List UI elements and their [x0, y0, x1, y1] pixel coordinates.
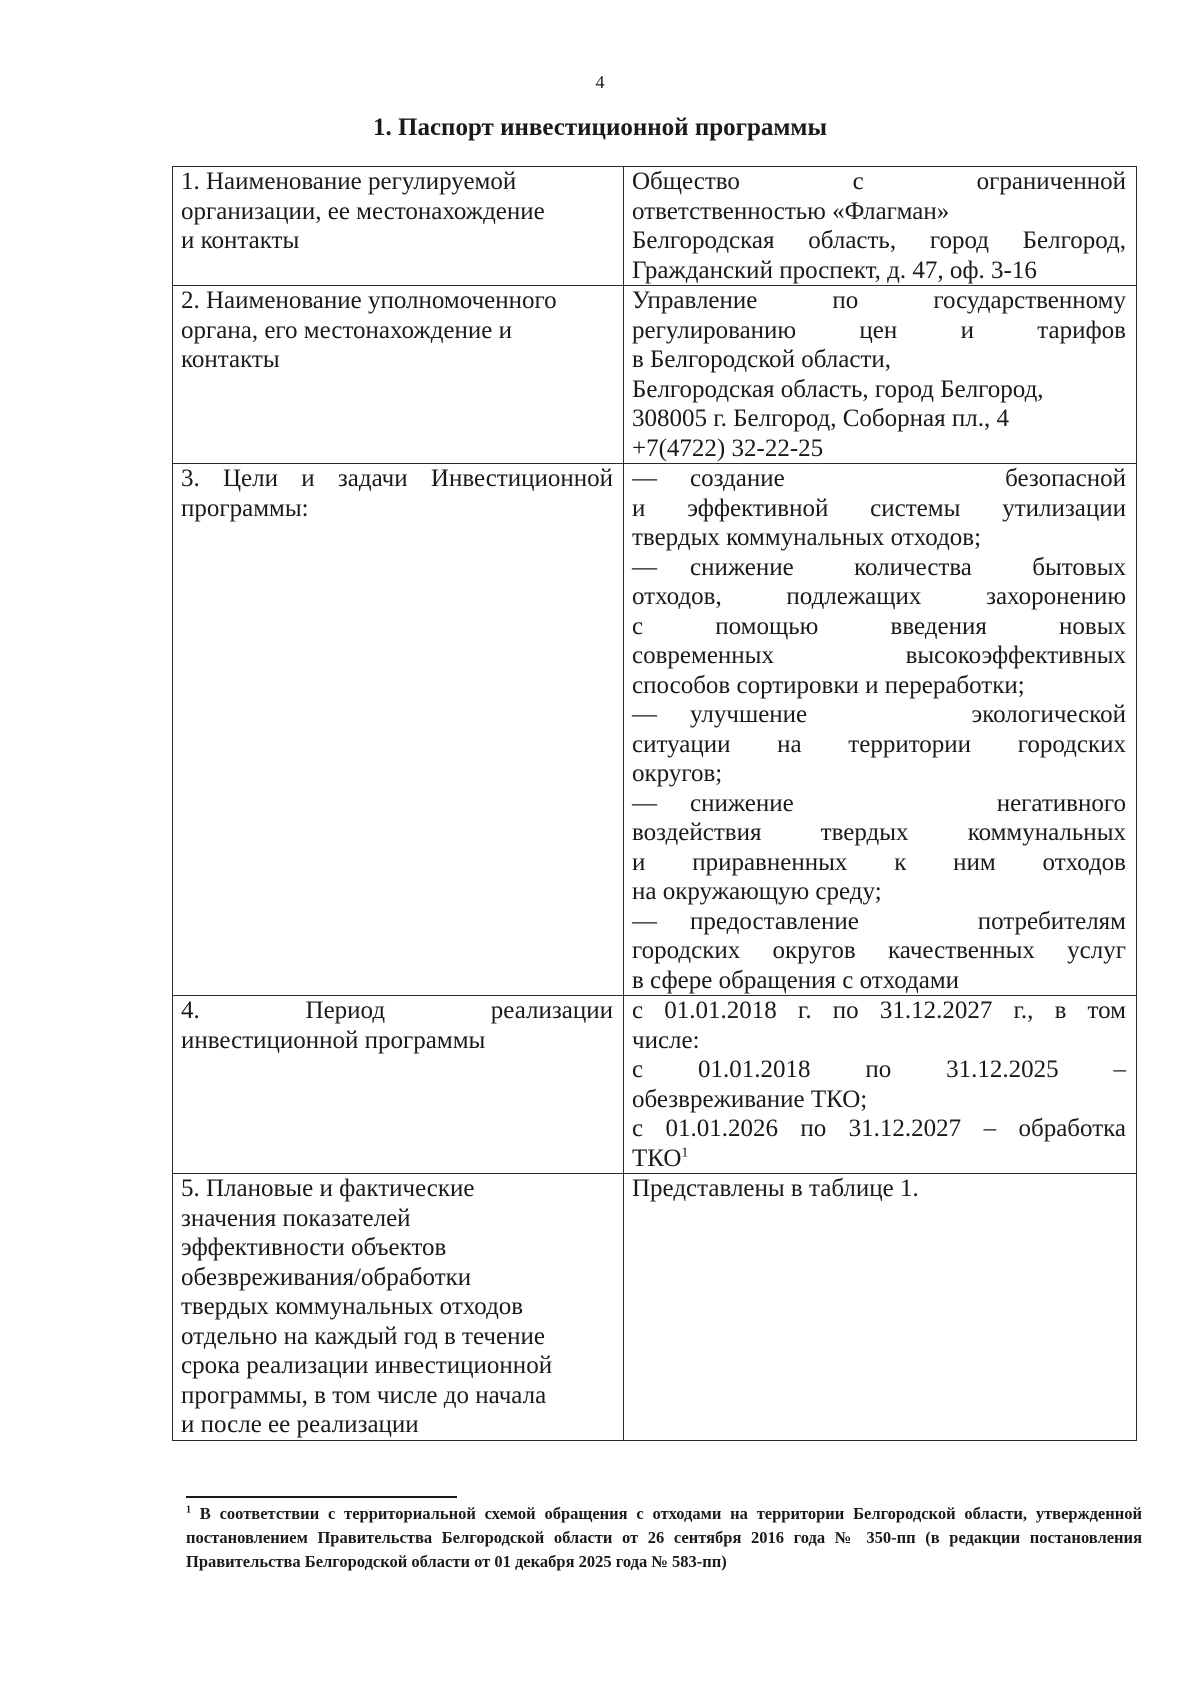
goal-line: в сфере обращения с отходами — [632, 966, 960, 994]
row-4-label — [173, 996, 624, 1174]
label-line: эффективности объектов — [181, 1234, 447, 1261]
row-1-label — [173, 167, 624, 286]
footnote-text: В соответствии с территориальной схемой обращения с отходами на территории Белгородской области, утвержденной постановлением Правительства Белгородской области от 26 сентября 2016 года № 350-пп (в редакции постановления Правительства Белгородской области от 01 декабря 2025 года № 583-пп) — [186, 1504, 1142, 1571]
goal-line: городских округов качественных услуг — [632, 937, 1126, 964]
label-line: программы: — [181, 494, 309, 522]
goal-line: — снижение негативного — [632, 789, 1126, 817]
row-2-label — [173, 286, 624, 464]
row-2-value — [624, 286, 1137, 464]
value-line: с 01.01.2026 по 31.12.2027 – обработка — [632, 1115, 1126, 1142]
label-line: и после ее реализации — [181, 1411, 419, 1438]
value-line: с 01.01.2018 по 31.12.2025 – — [632, 1056, 1126, 1083]
value-line: ответственностью «Флагман» — [632, 197, 950, 225]
label-line: инвестиционной программы — [181, 1026, 486, 1054]
label-line: срока реализации инвестиционной — [181, 1352, 553, 1379]
value-line: Белгородская область, город Белгород, — [632, 375, 1044, 403]
table-row — [173, 464, 1137, 996]
goal-line: ситуации на территории городских — [632, 730, 1126, 758]
dash-bullet: — — [632, 465, 657, 492]
document-title: 1. Паспорт инвестиционной программы — [373, 114, 827, 141]
dash-bullet: — — [632, 701, 657, 728]
value-line: Белгородская область, город Белгород, — [632, 227, 1126, 254]
goal-line: твердых коммунальных отходов; — [632, 524, 982, 551]
goal-line: современных высокоэффективных — [632, 642, 1126, 669]
label-line: 4. Период реализации — [181, 997, 613, 1024]
label-line: 5. Плановые и фактические — [181, 1175, 475, 1202]
value-line: в Белгородской области, — [632, 346, 892, 373]
row-3-value — [624, 464, 1137, 996]
value-line: +7(4722) 32-22-25 — [632, 434, 824, 462]
label-line: обезвреживания/обработки — [181, 1263, 472, 1291]
table-row — [173, 1174, 1137, 1441]
label-line: организации, ее местонахождение — [181, 197, 545, 225]
goal-line: — улучшение экологической — [632, 701, 1126, 728]
goal-line: способов сортировки и переработки; — [632, 671, 1025, 699]
goal-line: — создание безопасной — [632, 465, 1126, 492]
goal-line: воздействия твердых коммунальных — [632, 819, 1126, 846]
value-line: Представлены в таблице 1. — [632, 1175, 919, 1202]
label-line: отдельно на каждый год в течение — [181, 1322, 545, 1350]
value-line: Гражданский проспект, д. 47, оф. 3-16 — [632, 256, 1037, 284]
value-line: 308005 г. Белгород, Соборная пл., 4 — [632, 405, 1009, 432]
table-row — [173, 996, 1137, 1174]
row-3-label — [173, 464, 624, 996]
label-line: органа, его местонахождение и — [181, 316, 513, 344]
table-row — [173, 167, 1137, 286]
footnote-reference[interactable]: 1 — [681, 1145, 689, 1161]
goal-line: отходов, подлежащих захоронению — [632, 583, 1126, 610]
goal-line: и эффективной системы утилизации — [632, 494, 1126, 522]
label-line: контакты — [181, 346, 280, 373]
dash-bullet: — — [632, 553, 657, 581]
row-5-label — [173, 1174, 624, 1441]
value-line: ТКО$^1$ — [632, 1144, 689, 1172]
label-line: программы, в том числе до начала — [181, 1381, 547, 1409]
page-number: 4 — [595, 72, 605, 92]
goal-line: — снижение количества бытовых — [632, 553, 1126, 581]
value-line: Общество с ограниченной — [632, 168, 1126, 195]
passport-table — [172, 166, 1137, 1441]
label-line: 2. Наименование уполномоченного — [181, 287, 557, 314]
value-line: числе: — [632, 1026, 700, 1054]
label-line: значения показателей — [181, 1204, 411, 1232]
value-line: регулированию цен и тарифов — [632, 316, 1126, 344]
dash-bullet: — — [632, 907, 657, 935]
footnote — [186, 1502, 1142, 1574]
row-1-value — [624, 167, 1137, 286]
label-line: и контакты — [181, 227, 300, 254]
goal-line: на окружающую среду; — [632, 878, 882, 905]
table-row — [173, 286, 1137, 464]
value-line: обезвреживание ТКО; — [632, 1085, 868, 1113]
label-line: 1. Наименование регулируемой — [181, 168, 517, 195]
footnote-separator — [186, 1496, 457, 1498]
goal-line: округов; — [632, 760, 723, 787]
label-line: твердых коммунальных отходов — [181, 1293, 524, 1320]
value-line: с 01.01.2018 г. по 31.12.2027 г., в том — [632, 997, 1126, 1024]
goal-line: — предоставление потребителям — [632, 907, 1126, 935]
label-line: 3. Цели и задачи Инвестиционной — [181, 465, 613, 492]
row-5-value — [624, 1174, 1137, 1441]
dash-bullet: — — [632, 789, 657, 817]
value-line: Управление по государственному — [632, 287, 1126, 314]
footnote-mark: 1 — [186, 1504, 191, 1516]
goal-line: и приравненных к ним отходов — [632, 848, 1126, 876]
goal-line: с помощью введения новых — [632, 612, 1126, 640]
row-4-value — [624, 996, 1137, 1174]
